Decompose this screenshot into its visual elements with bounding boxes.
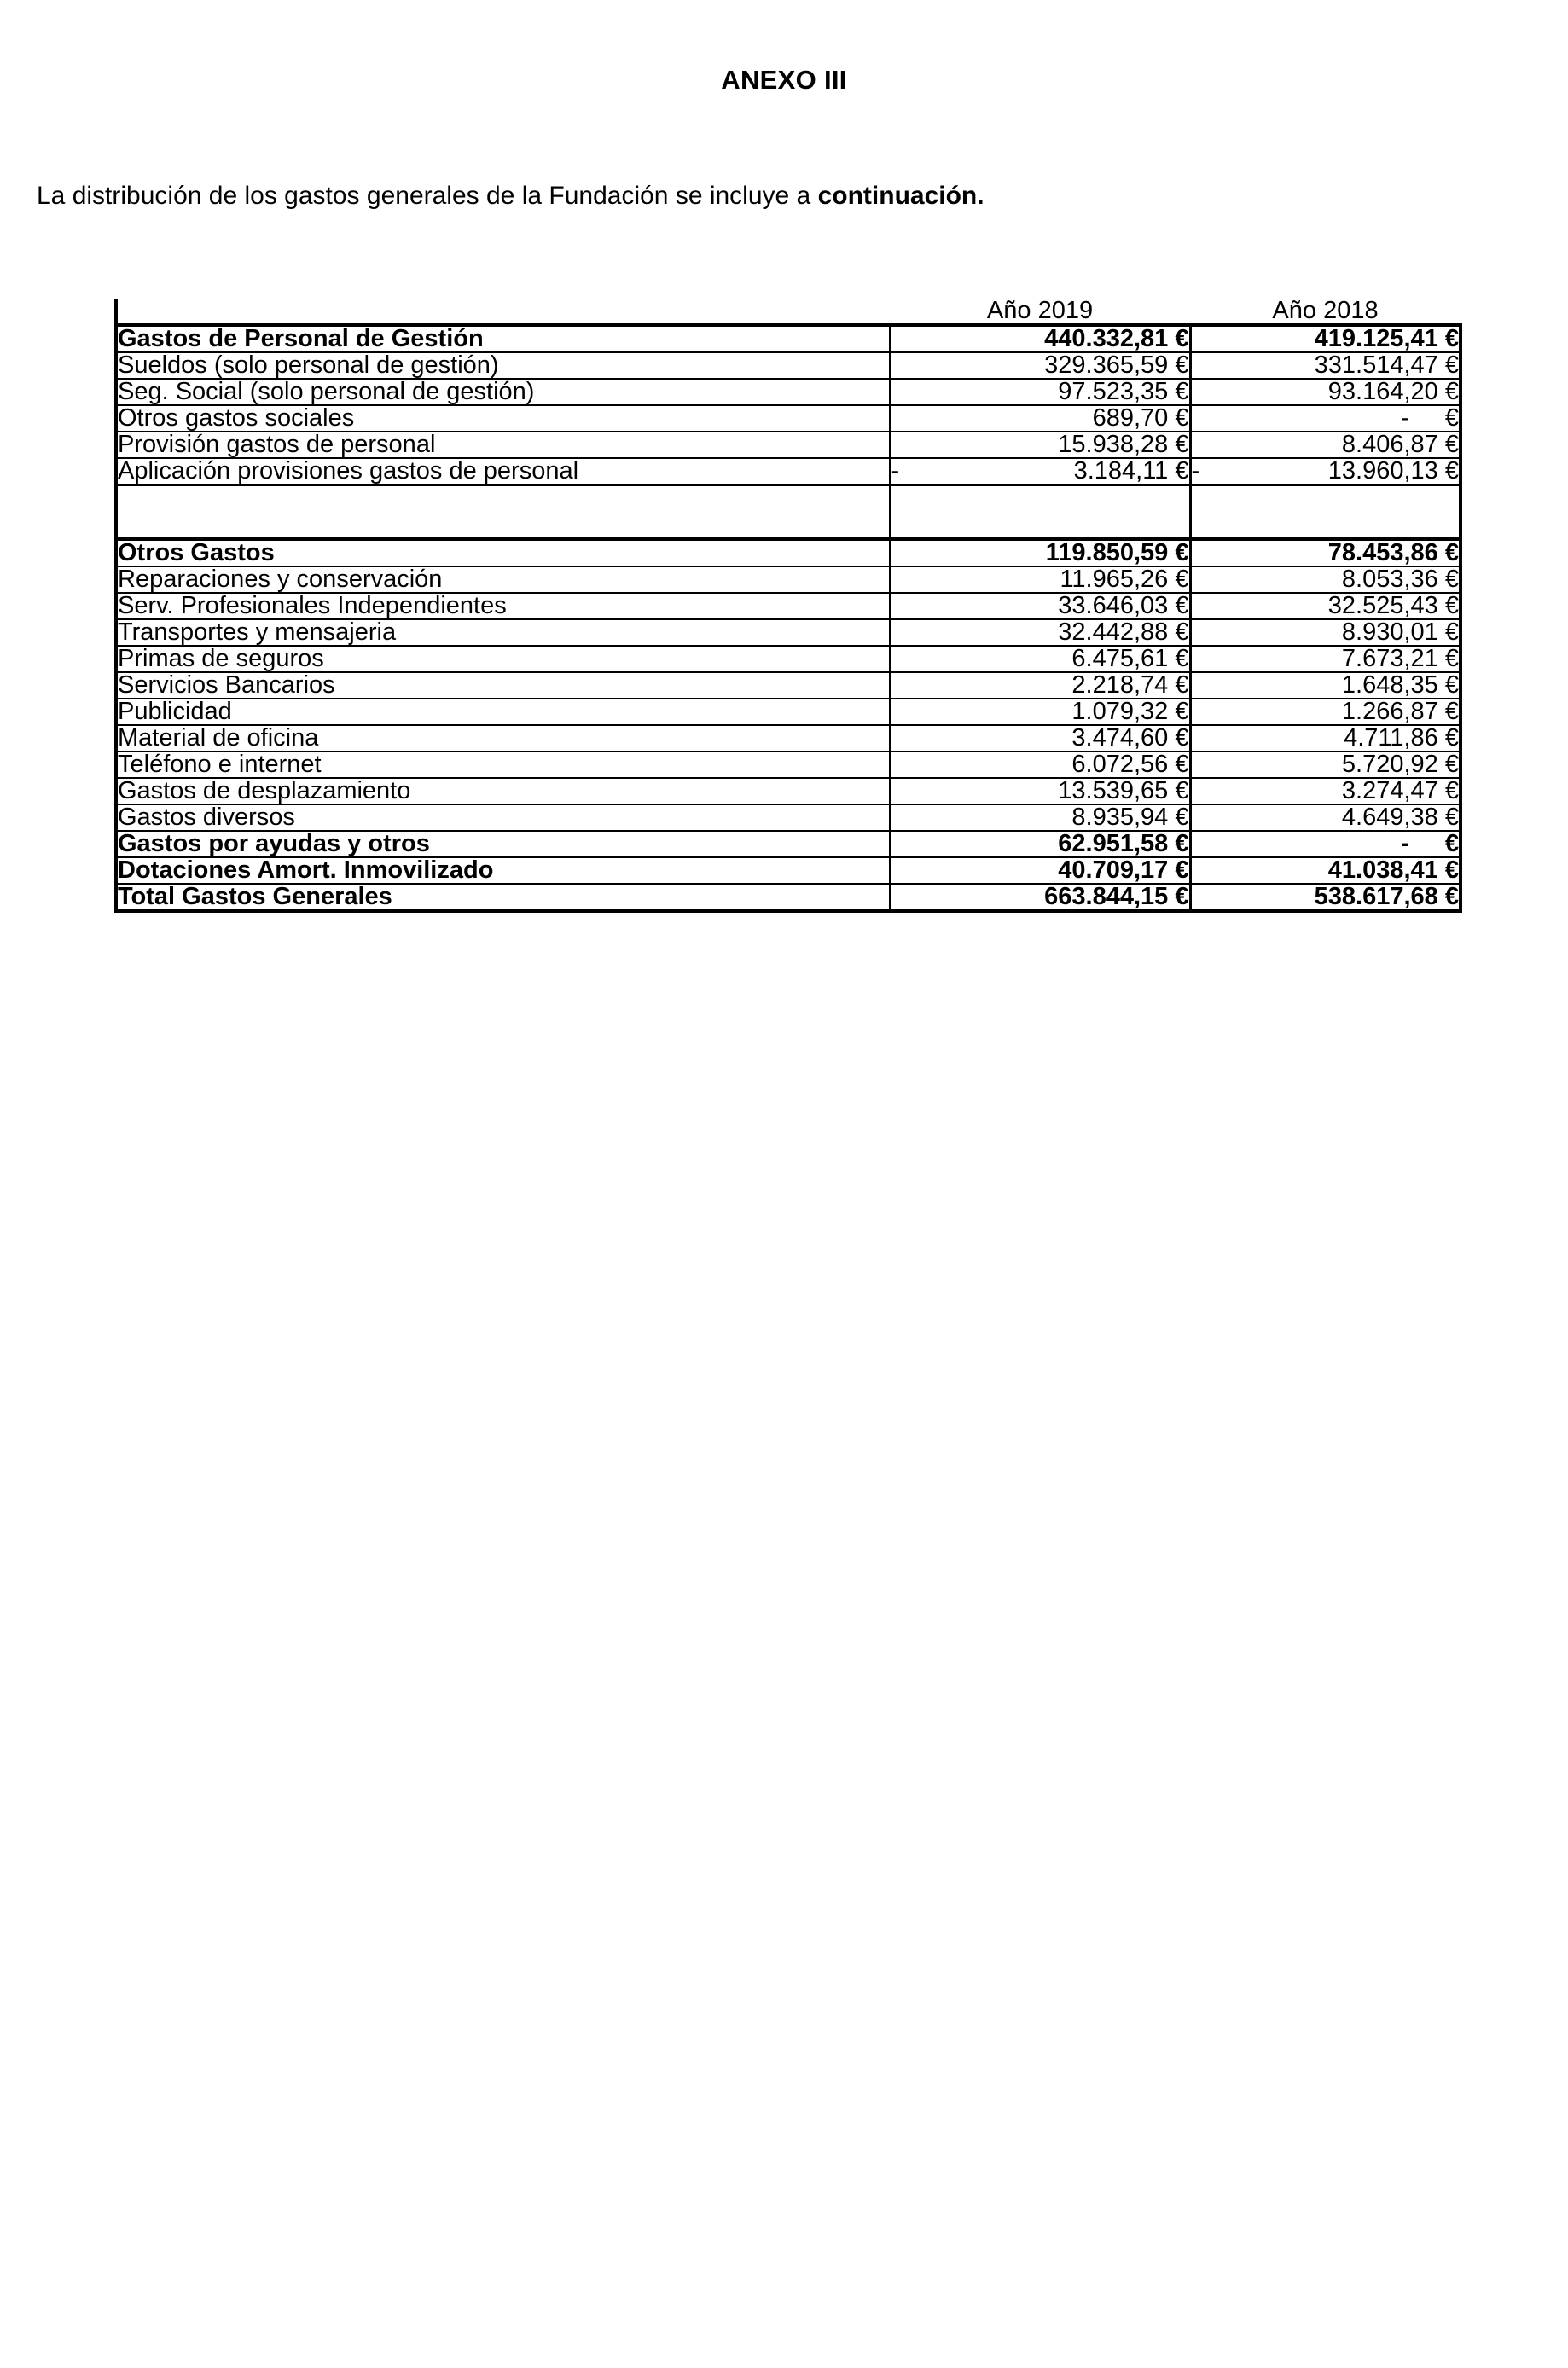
cell-y2019 — [890, 778, 1190, 804]
cell-y2018 — [1190, 884, 1461, 911]
amount-wrapper — [891, 353, 1189, 378]
amount-wrapper — [1192, 779, 1460, 804]
cell-y2018 — [1190, 778, 1461, 804]
cell-concept: Gastos de Personal de Gestión — [116, 325, 890, 352]
amount-wrapper — [891, 779, 1189, 804]
cell-y2019 — [890, 485, 1190, 540]
cell-y2019 — [890, 325, 1190, 352]
amount-value: 8.406,87 € — [1341, 431, 1459, 458]
amount-wrapper — [1192, 380, 1460, 404]
amount-wrapper — [1192, 885, 1460, 909]
cell-y2018 — [1190, 619, 1461, 646]
amount-wrapper — [1192, 699, 1460, 724]
table-row — [116, 325, 1461, 352]
amount-wrapper — [891, 752, 1189, 777]
cell-concept: Reparaciones y conservación — [116, 566, 890, 593]
cell-concept — [116, 485, 890, 540]
amount-value: 4.649,38 € — [1341, 804, 1459, 831]
cell-y2019 — [890, 857, 1190, 884]
amount-value: 13.960,13 € — [1327, 457, 1459, 485]
amount-wrapper — [891, 620, 1189, 645]
cell-y2018 — [1190, 804, 1461, 831]
amount-wrapper — [1192, 594, 1460, 618]
cell-y2019 — [890, 752, 1190, 778]
cell-concept: Gastos por ayudas y otros — [116, 831, 890, 857]
table-row — [116, 539, 1461, 566]
amount-dash: - — [1401, 404, 1409, 432]
intro-tail-text: continuación. — [817, 182, 984, 210]
cell-y2019 — [890, 432, 1190, 458]
cell-concept: Primas de seguros — [116, 646, 890, 672]
amount-dash: - — [1401, 830, 1409, 857]
cell-y2019 — [890, 566, 1190, 593]
amount-wrapper — [1192, 832, 1460, 856]
amount-wrapper — [891, 647, 1189, 671]
table-row — [116, 352, 1461, 379]
table-row — [116, 458, 1461, 485]
table-row — [116, 566, 1461, 593]
table-row — [116, 857, 1461, 884]
cell-y2018 — [1190, 646, 1461, 672]
cell-y2019 — [890, 831, 1190, 857]
cell-concept: Teléfono e internet — [116, 752, 890, 778]
amount-value: 3.274,47 € — [1341, 777, 1459, 804]
amount-value: 93.164,20 € — [1327, 378, 1459, 405]
amount-value: 8.935,94 € — [1071, 804, 1189, 831]
table-row — [116, 804, 1461, 831]
amount-value: 119.850,59 € — [1045, 539, 1189, 566]
amount-value: 2.218,74 € — [1071, 671, 1189, 699]
amount-wrapper — [1192, 673, 1460, 698]
amount-wrapper — [891, 885, 1189, 909]
amount-wrapper — [1192, 805, 1460, 830]
cell-y2019 — [890, 884, 1190, 911]
cell-y2019 — [890, 725, 1190, 752]
cell-y2019 — [890, 646, 1190, 672]
header-concept — [116, 299, 890, 325]
amount-wrapper — [891, 432, 1189, 457]
amount-wrapper — [891, 858, 1189, 883]
cell-concept: Provisión gastos de personal — [116, 432, 890, 458]
header-year-2019: Año 2019 — [986, 297, 1094, 324]
table-row — [116, 646, 1461, 672]
cell-concept: Seg. Social (solo personal de gestión) — [116, 379, 890, 405]
cell-y2018 — [1190, 405, 1461, 432]
cell-concept: Gastos diversos — [116, 804, 890, 831]
amount-value: 1.266,87 € — [1341, 698, 1459, 725]
table-header-row — [116, 299, 1461, 325]
amount-value: 1.648,35 € — [1341, 671, 1459, 699]
cell-y2018 — [1190, 566, 1461, 593]
cell-concept: Serv. Profesionales Independientes — [116, 593, 890, 619]
table-row — [116, 831, 1461, 857]
cell-y2018 — [1190, 699, 1461, 725]
amount-value: 13.539,65 € — [1058, 777, 1189, 804]
cell-y2018 — [1190, 325, 1461, 352]
cell-y2018 — [1190, 539, 1461, 566]
cell-concept: Total Gastos Generales — [116, 884, 890, 911]
amount-wrapper — [1192, 327, 1460, 351]
cell-y2018 — [1190, 725, 1461, 752]
amount-value: 689,70 € — [1092, 404, 1189, 432]
cell-concept: Dotaciones Amort. Inmovilizado — [116, 857, 890, 884]
cell-y2018 — [1190, 458, 1461, 485]
table-row — [116, 405, 1461, 432]
cell-y2019 — [890, 405, 1190, 432]
cell-concept: Material de oficina — [116, 725, 890, 752]
cell-y2018 — [1190, 352, 1461, 379]
amount-wrapper — [891, 832, 1189, 856]
amount-value: 97.523,35 € — [1058, 378, 1189, 405]
amount-value: 3.474,60 € — [1071, 724, 1189, 752]
amount-value: 8.053,36 € — [1341, 566, 1459, 593]
amount-wrapper — [891, 406, 1189, 431]
amount-sign: - — [1191, 457, 1200, 485]
table-row — [116, 725, 1461, 752]
page-title: ANEXO III — [721, 65, 847, 95]
table-row — [116, 379, 1461, 405]
table-header — [116, 299, 1461, 325]
cell-concept: Gastos de desplazamiento — [116, 778, 890, 804]
cell-y2019 — [890, 379, 1190, 405]
amount-wrapper — [1192, 459, 1460, 484]
amount-wrapper — [891, 567, 1189, 592]
table-row — [116, 884, 1461, 911]
amount-value: 62.951,58 € — [1058, 830, 1189, 857]
cell-concept: Publicidad — [116, 699, 890, 725]
table-row — [116, 672, 1461, 699]
amount-wrapper — [1192, 858, 1460, 883]
table-row — [116, 619, 1461, 646]
amount-value — [1204, 832, 1460, 856]
amount-value: 440.332,81 € — [1044, 325, 1189, 352]
amount-value: 4.711,86 € — [1344, 724, 1459, 752]
amount-wrapper — [1192, 726, 1460, 751]
amount-value: 663.844,15 € — [1044, 883, 1189, 910]
cell-y2019 — [890, 593, 1190, 619]
cell-y2018 — [1190, 432, 1461, 458]
cell-y2019 — [890, 539, 1190, 566]
amount-value — [1204, 406, 1460, 431]
amount-value: 33.646,03 € — [1058, 592, 1189, 619]
amount-sign: - — [891, 457, 900, 485]
cell-y2019 — [890, 619, 1190, 646]
cell-concept: Transportes y mensajeria — [116, 619, 890, 646]
table-body — [116, 325, 1461, 911]
amount-value: 78.453,86 € — [1327, 539, 1459, 566]
amount-wrapper — [891, 541, 1189, 566]
amount-value: 5.720,92 € — [1341, 751, 1459, 778]
amount-wrapper — [891, 673, 1189, 698]
cell-y2018 — [1190, 857, 1461, 884]
table-row — [116, 699, 1461, 725]
table-spacer-row — [116, 485, 1461, 540]
amount-wrapper — [1192, 752, 1460, 777]
cell-concept: Aplicación provisiones gastos de personal — [116, 458, 890, 485]
amount-wrapper — [891, 805, 1189, 830]
amount-value: 6.072,56 € — [1071, 751, 1189, 778]
cell-y2018 — [1190, 485, 1461, 540]
cell-concept: Otros gastos sociales — [116, 405, 890, 432]
table-row — [116, 593, 1461, 619]
amount-value: 7.673,21 € — [1341, 645, 1459, 672]
amount-wrapper — [891, 327, 1189, 351]
amount-wrapper — [891, 699, 1189, 724]
intro-paragraph — [37, 182, 984, 212]
cell-y2019 — [890, 352, 1190, 379]
amount-value: 538.617,68 € — [1314, 883, 1459, 910]
cell-y2019 — [890, 804, 1190, 831]
cell-y2018 — [1190, 593, 1461, 619]
amount-value: 419.125,41 € — [1314, 325, 1459, 352]
cell-y2019 — [890, 699, 1190, 725]
amount-wrapper — [891, 726, 1189, 751]
amount-wrapper — [891, 594, 1189, 618]
cell-y2019 — [890, 672, 1190, 699]
amount-wrapper — [1192, 647, 1460, 671]
table-row — [116, 752, 1461, 778]
cell-y2018 — [1190, 672, 1461, 699]
amount-wrapper — [1192, 406, 1460, 431]
intro-lead-text: La distribución de los gastos generales de la Fundación se incluye a — [37, 182, 818, 210]
amount-wrapper — [1192, 541, 1460, 566]
amount-value: 41.038,41 € — [1327, 856, 1459, 884]
currency-symbol: € — [1444, 404, 1459, 432]
amount-wrapper — [1192, 432, 1460, 457]
table-row — [116, 432, 1461, 458]
amount-value: 32.525,43 € — [1327, 592, 1459, 619]
header-year-2018: Año 2018 — [1272, 297, 1379, 324]
currency-symbol: € — [1444, 830, 1459, 857]
cell-y2019 — [890, 458, 1190, 485]
cell-y2018 — [1190, 379, 1461, 405]
cell-y2018 — [1190, 831, 1461, 857]
cell-concept: Otros Gastos — [116, 539, 890, 566]
amount-wrapper — [891, 459, 1189, 484]
amount-wrapper — [1192, 620, 1460, 645]
amount-value: 3.184,11 € — [1073, 457, 1189, 485]
amount-wrapper — [1192, 567, 1460, 592]
amount-value: 40.709,17 € — [1058, 856, 1189, 884]
cell-concept: Servicios Bancarios — [116, 672, 890, 699]
cell-y2018 — [1190, 752, 1461, 778]
general-expenses-table — [114, 299, 1462, 913]
amount-value: 15.938,28 € — [1058, 431, 1189, 458]
table-row — [116, 778, 1461, 804]
amount-value: 8.930,01 € — [1341, 618, 1459, 646]
amount-value: 1.079,32 € — [1071, 698, 1189, 725]
amount-value: 6.475,61 € — [1071, 645, 1189, 672]
cell-concept: Sueldos (solo personal de gestión) — [116, 352, 890, 379]
amount-wrapper — [891, 380, 1189, 404]
amount-value: 11.965,26 € — [1060, 566, 1189, 593]
amount-value: 329.365,59 € — [1044, 351, 1189, 379]
amount-value: 331.514,47 € — [1314, 351, 1459, 379]
amount-value: 32.442,88 € — [1058, 618, 1189, 646]
amount-wrapper — [1192, 353, 1460, 378]
